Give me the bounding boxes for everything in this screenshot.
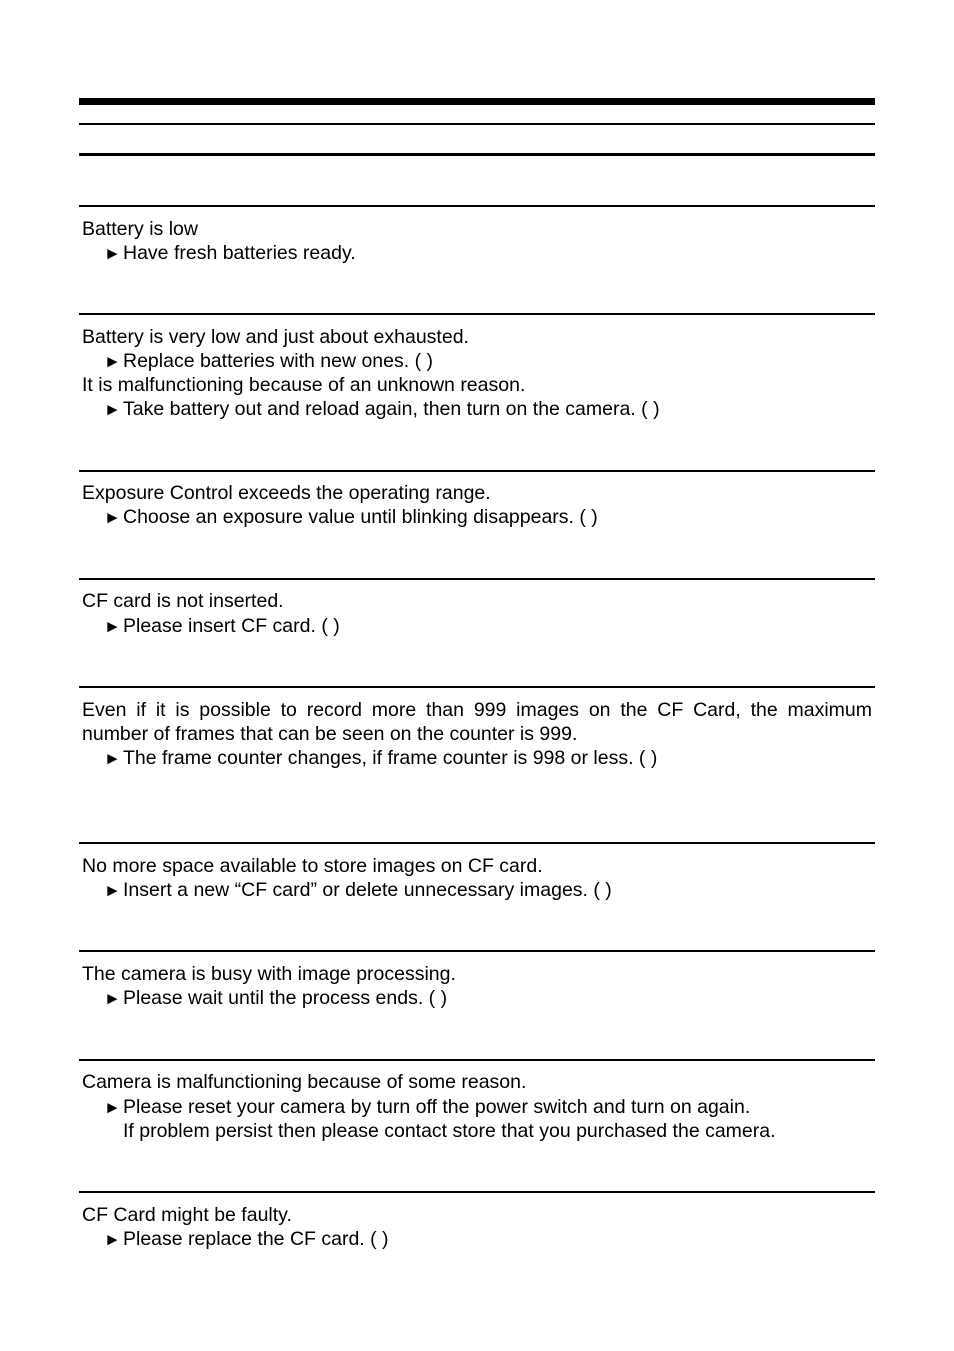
remedy-item: ► Please reset your camera by turn off the power switch and turn on again. (104, 1096, 751, 1118)
arrow-icon: ► (104, 508, 121, 527)
section-divider (79, 1059, 875, 1061)
remedy-item: ► Have fresh batteries ready. (104, 242, 356, 264)
section-description: It is malfunctioning because of an unknown reason. (82, 374, 526, 396)
arrow-icon: ► (104, 617, 121, 636)
section-divider (79, 950, 875, 952)
remedy-item: ► Please wait until the process ends. ( ) (104, 987, 448, 1009)
section-description: Battery is low (82, 218, 198, 240)
section-description: Exposure Control exceeds the operating range. (82, 482, 491, 504)
section-description: The camera is busy with image processing. (82, 963, 456, 985)
header-rule-thin (79, 123, 875, 125)
section-description: Even if it is possible to record more than 999 images on the CF Card, the maximum (82, 699, 872, 721)
section-divider (79, 842, 875, 844)
section-description: No more space available to store images on CF card. (82, 855, 543, 877)
section-divider (79, 686, 875, 688)
remedy-item: ► Insert a new “CF card” or delete unnecessary images. ( ) (104, 879, 612, 901)
section-divider (79, 470, 875, 472)
remedy-item: ► Choose an exposure value until blinking disappears. ( ) (104, 506, 598, 528)
section-divider (79, 205, 875, 207)
section-description: CF Card might be faulty. (82, 1204, 292, 1226)
arrow-icon: ► (104, 352, 121, 371)
section-divider (79, 578, 875, 580)
remedy-item: ► The frame counter changes, if frame counter is 998 or less. ( ) (104, 747, 658, 769)
arrow-icon: ► (104, 244, 121, 263)
arrow-icon: ► (104, 400, 121, 419)
remedy-item: ► Replace batteries with new ones. ( ) (104, 350, 433, 372)
section-divider (79, 313, 875, 315)
section-description: number of frames that can be seen on the counter is 999. (82, 723, 578, 745)
section-divider (79, 1191, 875, 1193)
arrow-icon: ► (104, 1230, 121, 1249)
remedy-item: ► Please insert CF card. ( ) (104, 615, 340, 637)
arrow-icon: ► (104, 1098, 121, 1117)
remedy-item: ► Please replace the CF card. ( ) (104, 1228, 389, 1250)
arrow-icon: ► (104, 749, 121, 768)
header-rule-thick (79, 98, 875, 105)
section-description: CF card is not inserted. (82, 590, 284, 612)
section-description: Battery is very low and just about exhausted. (82, 326, 469, 348)
section-description: Camera is malfunctioning because of some reason. (82, 1071, 527, 1093)
remedy-continuation: If problem persist then please contact store that you purchased the camera. (123, 1120, 776, 1142)
arrow-icon: ► (104, 989, 121, 1008)
remedy-item: ► Take battery out and reload again, then turn on the camera. ( ) (104, 398, 660, 420)
arrow-icon: ► (104, 881, 121, 900)
header-rule-bottom (79, 153, 875, 156)
